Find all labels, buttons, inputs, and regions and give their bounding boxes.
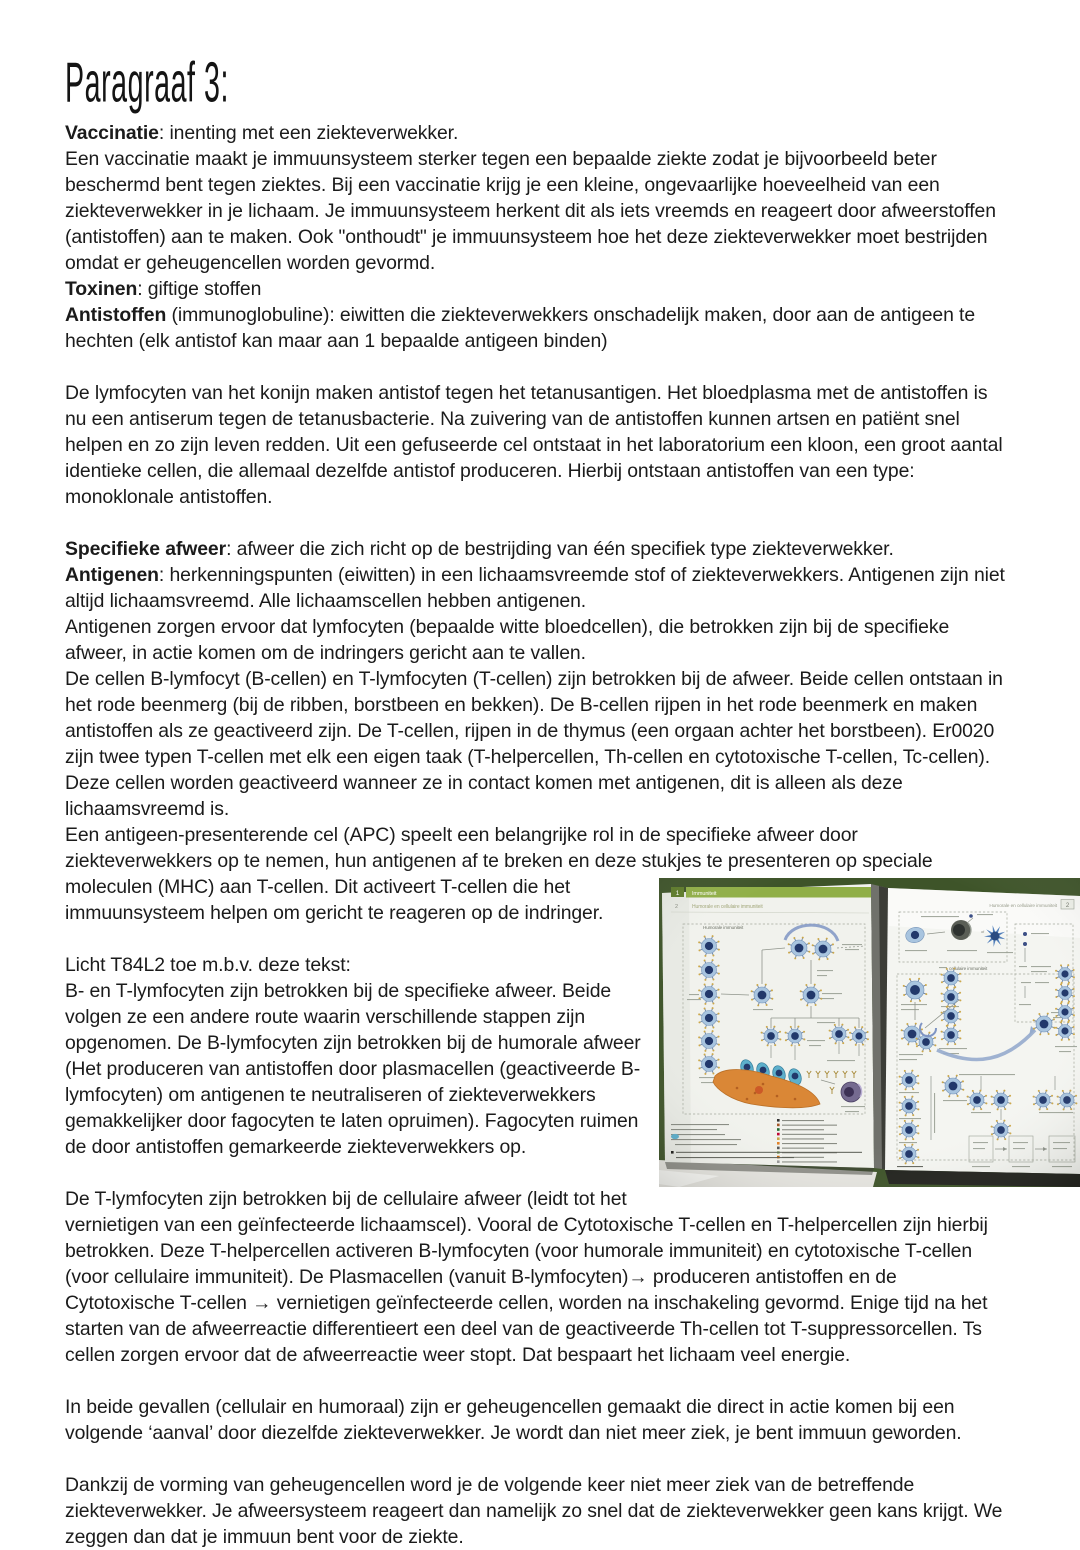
definition-antigenen [65,562,1010,614]
paragraph-b-en-t-cellen: De cellen B-lymfocyt (B-cellen) en T-lymfocyten (T-cellen) zijn betrokken bij de afweer. Beide cellen ontstaan in het rode beenmerg (bij de ribben, borstbeen en bekken). De B-cellen rijpen in het rode beenmerk en maken antistoffen als ze geactiveerd zijn. De T-cellen, rijpen in de thymus (een orgaan achter het borstbeen). Er0020 zijn twee typen T-cellen met elk een eigen taak (T-helpercellen, Th-cellen en cytotoxische T-cellen, Tc-cellen). Deze cellen worden geactiveerd wanneer ze in contact komen met antigenen, dit is alleen als deze lichaamsvreemd is. [65,668,1003,820]
term-vaccinatie: Vaccinatie [65,122,159,144]
page-title [65,51,1010,115]
term-specifieke-afweer: Specifieke afweer [65,538,227,560]
definition-antistoffen [65,302,1010,354]
paragraph-antigenen-zorgen: Antigenen zorgen ervoor dat lymfocyten (bepaalde witte bloedcellen), die betrokken zijn bij de specifieke afweer, in actie komen om de indringers gericht aan te vallen. [65,616,950,664]
paragraph-licht-toe-body: B- en T-lymfocyten zijn betrokken bij de specifieke afweer. Beide volgen ze een andere route waarin verschillende stappen zijn opgenomen. De B-lymfocyten zijn betrokken bij de humorale afweer (Het produceren van antistoffen door plasmacellen (geactiveerde B-lymfocyten) om antigenen te neutraliseren of ziekteverwekkers gemakkelijker door fagocyten te laten opruimen). Fagocyten ruimen de door antistoffen gemarkeerde ziekteverwekkers op. [65,980,641,1158]
definition-specifieke-afweer [65,536,1010,562]
paragraph-licht-toe-title: Licht T84L2 toe m.b.v. deze tekst: [65,954,351,976]
definition-vaccinatie-text: : inenting met een ziekteverwekker. [158,122,459,144]
textbook-photo-figure [659,878,1080,1187]
term-antigenen: Antigenen [65,564,159,586]
paragraph-apc-part2: cellen. Dit activeert T-cellen die het immuunsysteem helpen om gericht te reageren op de indringer. [65,876,604,924]
paragraph-apc [65,822,1010,926]
paragraph-dankzij: Dankzij de vorming van geheugencellen word je de volgende keer niet meer ziek van de betreffende ziekteverwekker. Je afweersysteem reageert dan namelijk zo snel dat de ziekteverwekker geen kans krijgt. We zeggen dan dat je immuun bent voor de ziekte. [65,1474,1003,1548]
definition-vaccinatie [65,120,1010,146]
paragraph-in-beide-gevallen: In beide gevallen (cellulair en humoraal) zijn er geheugencellen gemaakt die direct in actie komen bij een volgende ‘aanval’ door diezelfde ziekteverwekker. Je wordt dan niet meer ziek, je bent immuun geworden. [65,1396,962,1444]
paragraph-t-lymfocyten: De T-lymfocyten zijn betrokken bij de cellulaire afweer (leidt tot het vernietigen van een geïnfecteerde lichaamscel). Vooral de Cytotoxische T-cellen en T-helpercellen zijn hierbij betrokken. Deze T-helpercellen activeren B-lymfocyten (voor humorale immuniteit) en cytotoxische T-cellen (voor cellulaire immuniteit). De Plasmacellen (vanuit B-lymfocyten)→ produceren antistoffen en de Cytotoxische T-cellen → vernietigen geïnfecteerde cellen, worden na inschakeling gevormd. Enige tijd na het starten van de afweerreactie differentieert een deel van de geactiveerde Th-cellen tot T-suppressorcellen. Ts cellen zorgen ervoor dat de afweerreactie weer stopt. Dat bespaart het lichaam veel energie. [65,1188,988,1366]
definition-toxinen [65,276,1010,302]
paragraph-vaccinatie-body: Een vaccinatie maakt je immuunsysteem sterker tegen een bepaalde ziekte zodat je bijvoorbeeld beter beschermd bent tegen ziektes. Bij een vaccinatie krijg je een kleine, ongevaarlijke hoeveelheid van een ziekteverwekker in je lichaam. Je immuunsysteem herkent dit als iets vreemds en reageert door afweerstoffen (antistoffen) aan te maken. Ook "onthoudt" je immuunsysteem hoe het deze ziekteverwekker moet bestrijden omdat er geheugencellen worden gevormd. [65,148,996,274]
definition-antigenen-text: : herkenningspunten (eiwitten) in een lichaamsvreemde stof of ziekteverwekkers. Antigenen zijn niet altijd lichaamsvreemd. Alle lichaamscellen hebben antigenen. [65,564,1005,612]
definition-toxinen-text: : giftige stoffen [137,278,262,300]
definition-antistoffen-text: (immunoglobuline): eiwitten die ziekteverwekkers onschadelijk maken, door aan de antigeen te hechten (elk antistof kan maar aan 1 bepaalde antigeen binden) [65,304,976,352]
term-antistoffen: Antistoffen [65,304,167,326]
term-toxinen: Toxinen [65,278,138,300]
page-title-text: Paragraaf 3: [65,51,230,115]
paragraph-monoklonale-antistoffen: De lymfocyten van het konijn maken antistof tegen het tetanusantigen. Het bloedplasma met de antistoffen is nu een antiserum tegen de tetanusbacterie. Na zuivering van de antistoffen kunnen artsen en patiënt snel helpen en zo zijn leven redden. Uit een gefuseerde cel ontstaat in het laboratorium een kloon, een groot aantal identieke cellen, die allemaal dezelfde antistof produceren. Hierbij ontstaan antistoffen van een type: monoklonale antistoffen. [65,382,1003,508]
paragraph-apc-part1: Een antigeen-presenterende cel (APC) speelt een belangrijke rol in de specifieke afweer door ziekteverwekkers op te nemen, hun antigenen af te breken en deze stukjes te presenteren op speciale moleculen (MHC) aan T- [65,824,933,898]
textbook-photo [659,878,1080,1187]
definition-specifieke-afweer-text: : afweer die zich richt op de bestrijding van één specifiek type ziekteverwekker. [226,538,894,560]
